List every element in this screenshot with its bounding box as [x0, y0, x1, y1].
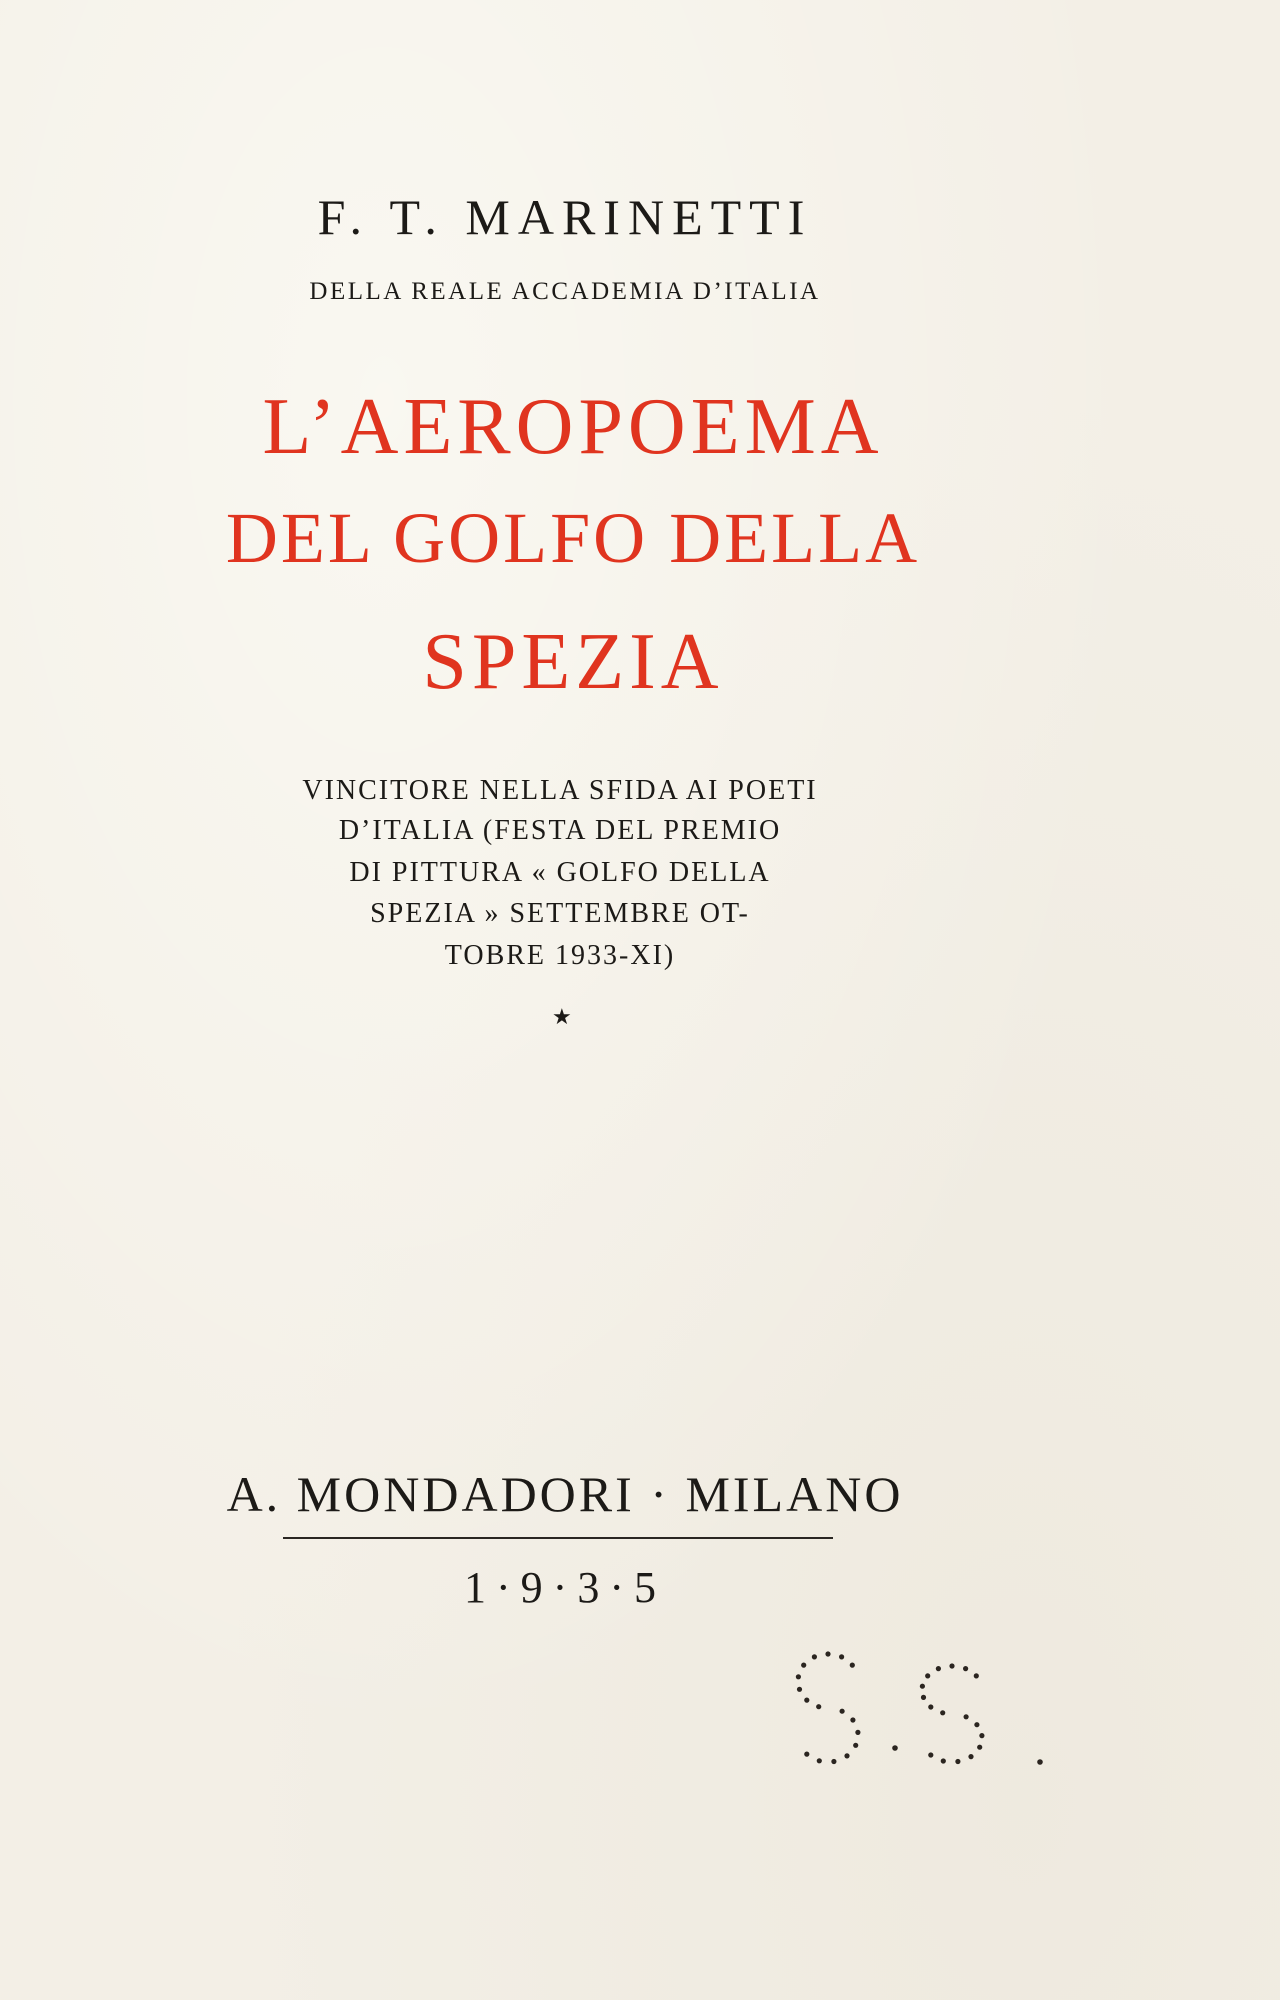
book-title-line-2: DEL GOLFO DELLA	[225, 498, 921, 578]
divider-rule	[283, 1537, 833, 1539]
book-title-line-1: L’AEROPOEMA	[262, 383, 884, 471]
subtitle-line-4: SPEZIA » SETTEMBRE OT-	[370, 898, 750, 929]
perforated-stamp-icon	[790, 1648, 1070, 1778]
subtitle-line-2: D’ITALIA (FESTA DEL PREMIO	[338, 815, 782, 846]
subtitle-line-1: VINCITORE NELLA SFIDA AI POETI	[302, 775, 818, 806]
author-affiliation: DELLA REALE ACCADEMIA D’ITALIA	[309, 278, 821, 305]
subtitle-line-5: TOBRE 1933-XI)	[444, 940, 676, 971]
book-title-line-3: SPEZIA	[422, 618, 724, 706]
star-ornament-icon: ★	[552, 1005, 572, 1030]
author-name: F. T. MARINETTI	[317, 189, 813, 245]
publisher-imprint: A. MONDADORI · MILANO	[226, 1466, 904, 1522]
publication-year: 1·9·3·5	[464, 1563, 666, 1612]
subtitle-line-3: DI PITTURA « GOLFO DELLA	[349, 857, 771, 888]
